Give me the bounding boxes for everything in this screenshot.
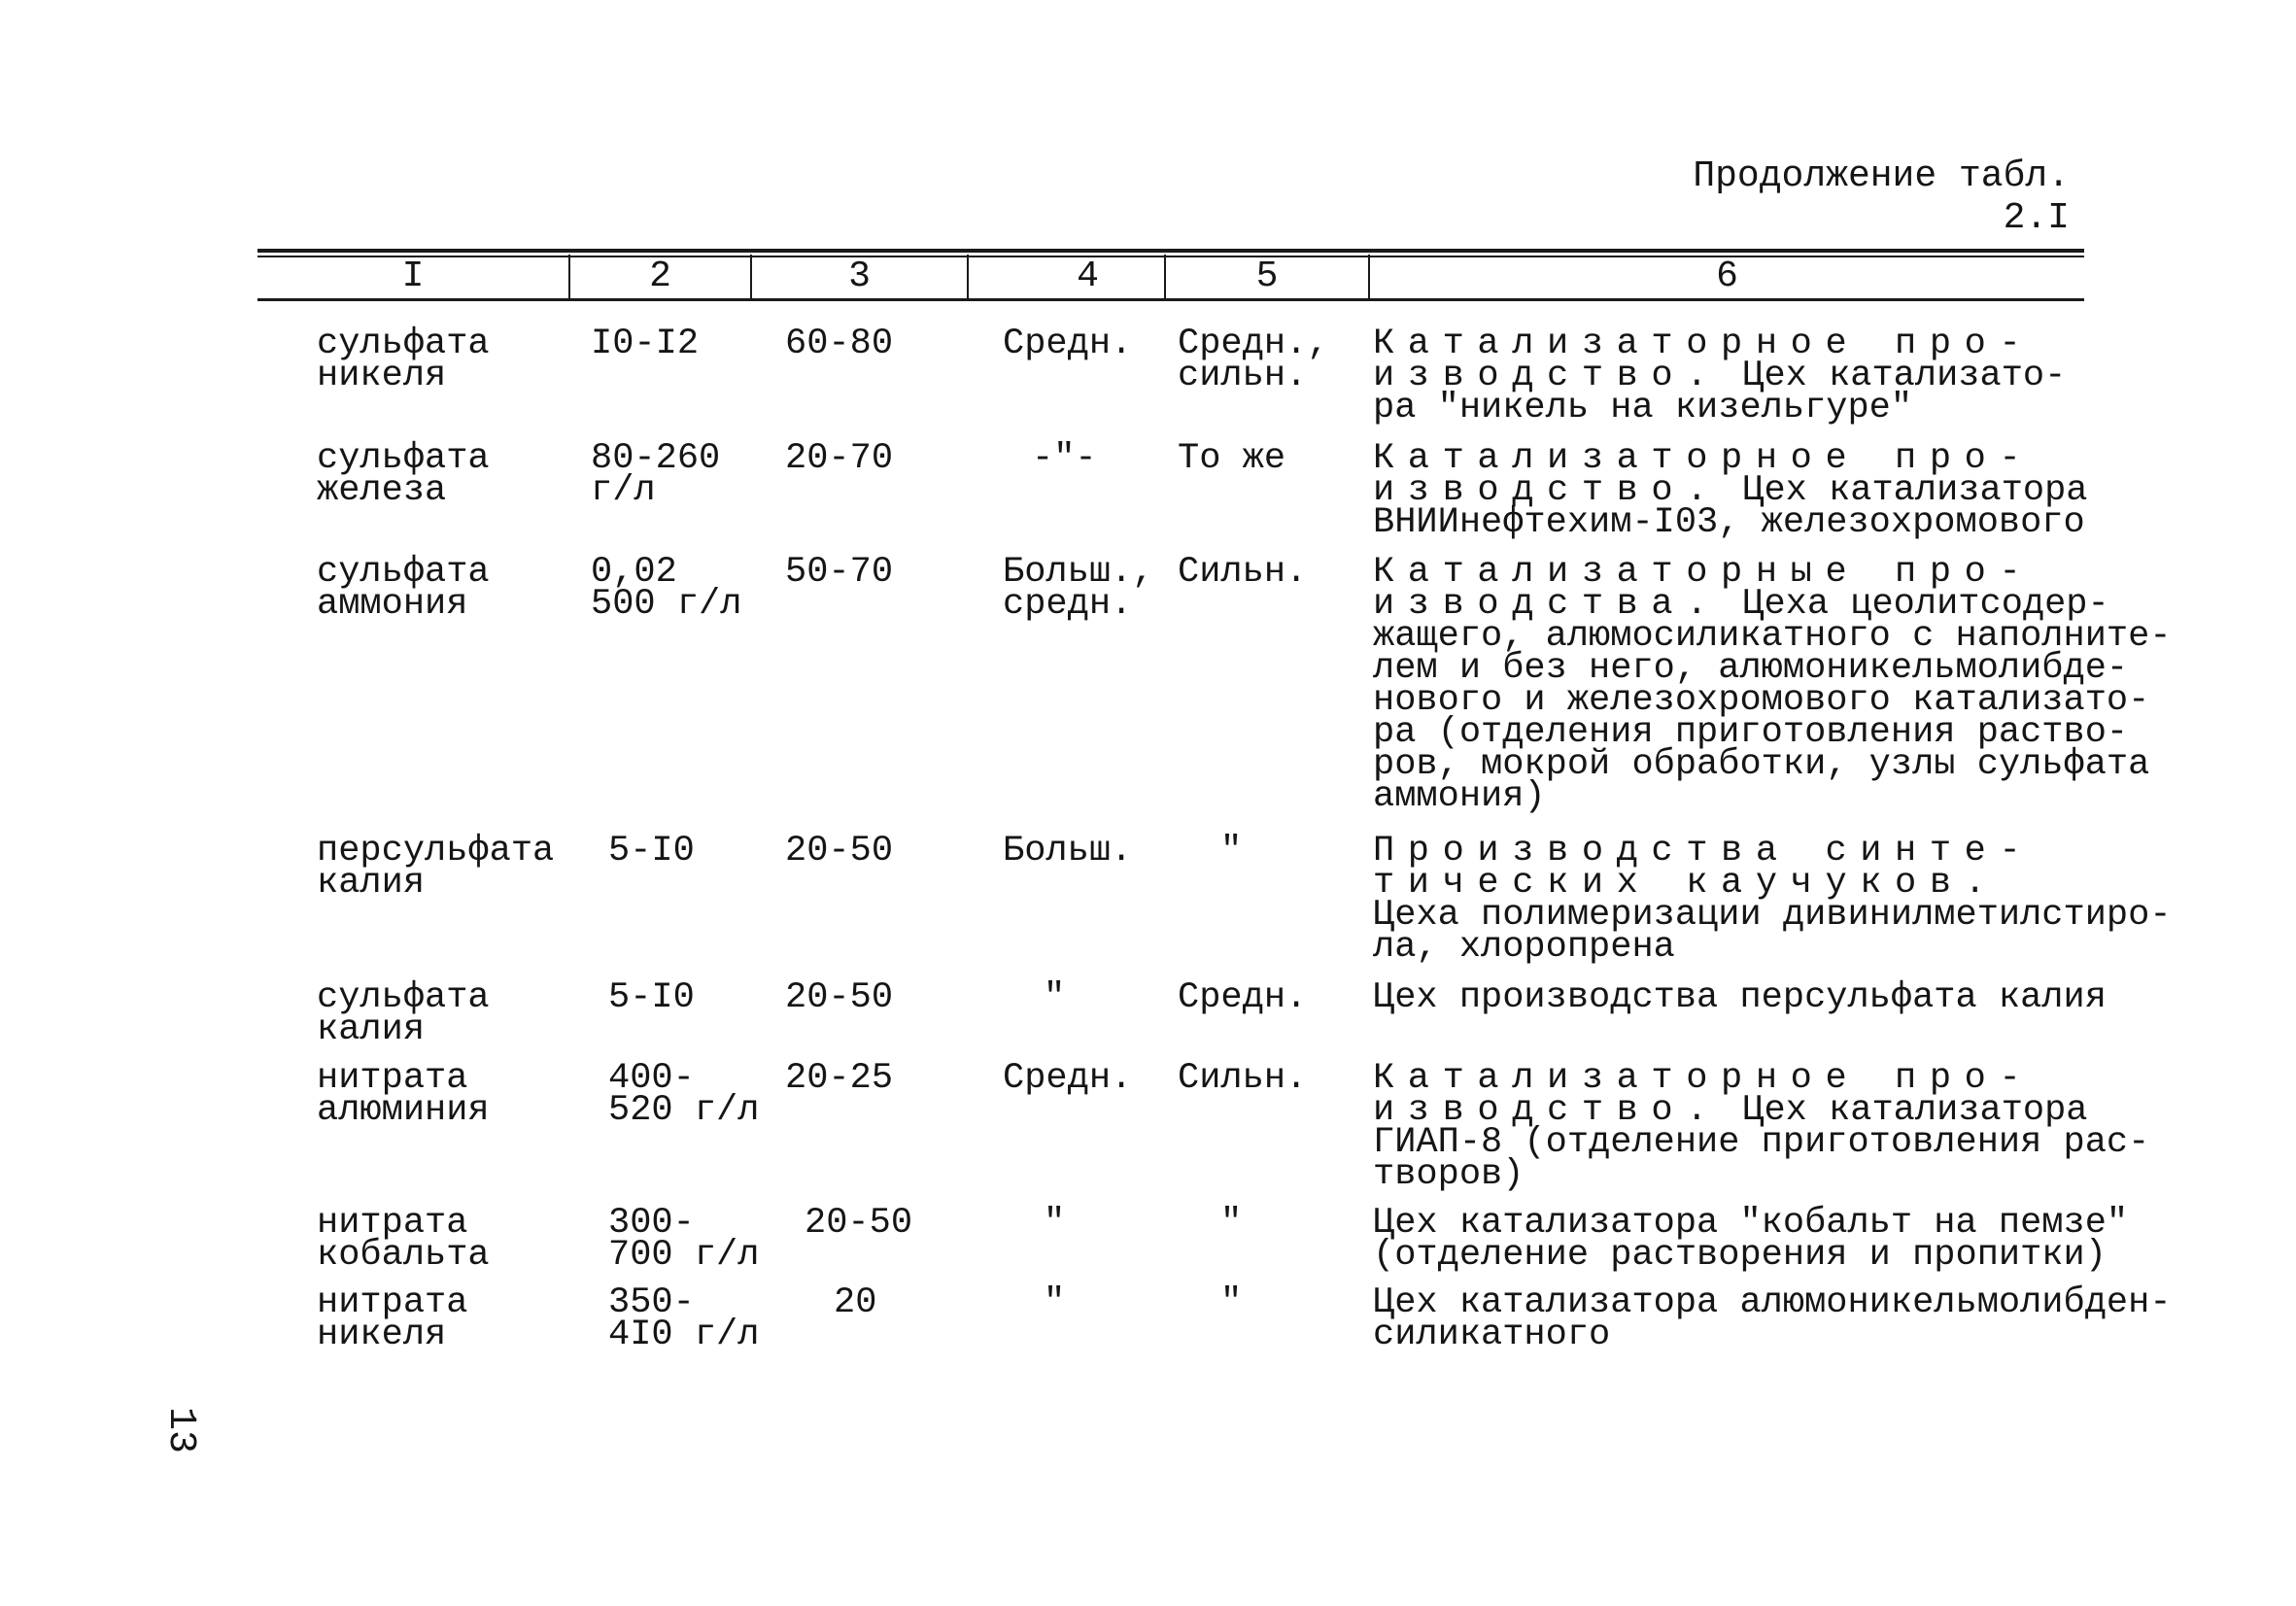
page-number: 13 — [158, 1407, 202, 1454]
spaced-text: изводство. — [1373, 470, 1722, 511]
spaced-text: Катализаторные про- — [1373, 552, 2035, 593]
plain-text: жащего, алюмосиликатного с наполните- — [1373, 616, 2172, 657]
spaced-text: изводство. — [1373, 1090, 1722, 1131]
header-bottom-rule — [257, 298, 2084, 301]
cell-description — [1373, 1058, 2150, 1195]
cell-substance — [317, 552, 490, 625]
cell-column-5-line: То же — [1178, 438, 1286, 479]
cell-column-5 — [1178, 1058, 1308, 1099]
cell-concentration-line: г/л — [591, 470, 656, 511]
plain-text: творов) — [1373, 1154, 1525, 1195]
cell-substance-line: калия — [317, 863, 426, 904]
cell-concentration — [608, 831, 695, 871]
cell-column-5 — [1178, 438, 1286, 479]
spaced-text: Катализаторное про- — [1373, 438, 2035, 479]
cell-concentration-line: 400- — [608, 1058, 695, 1099]
cell-substance-line: сульфата — [317, 977, 490, 1018]
cell-column-4-line: Больш., — [1003, 552, 1154, 593]
spaced-text: Производства синте- — [1373, 831, 2035, 871]
cell-substance-line: сульфата — [317, 324, 490, 364]
column-header-3: 3 — [848, 256, 871, 297]
cell-column-4-line: Средн. — [1003, 1058, 1133, 1099]
spaced-text: изводства. — [1373, 584, 1722, 625]
cell-substance-line: сульфата — [317, 438, 490, 479]
cell-temperature: 20-70 — [785, 438, 894, 479]
cell-column-4-line: средн. — [1003, 584, 1133, 625]
cell-substance — [317, 831, 555, 904]
cell-description — [1373, 1282, 2172, 1355]
cell-temperature: 20-25 — [785, 1058, 894, 1099]
description-line — [1373, 927, 2172, 968]
cell-temperature: 60-80 — [785, 324, 894, 364]
cell-description — [1373, 1203, 2129, 1276]
cell-substance — [317, 1058, 490, 1131]
plain-text: Цех катализатора алюмоникельмолибден- — [1373, 1282, 2172, 1323]
spaced-text: Катализаторное про- — [1373, 324, 2035, 364]
column-header-1: I — [401, 256, 425, 297]
plain-text: ра "никель на кизельгуре" — [1373, 388, 1913, 428]
cell-column-5-line: " — [1220, 1282, 1243, 1323]
cell-column-5 — [1220, 1203, 1243, 1244]
cell-description — [1373, 977, 2107, 1018]
cell-column-5-line: Сильн. — [1178, 1058, 1308, 1099]
cell-column-4-line: Больш. — [1003, 831, 1133, 871]
cell-substance-line: персульфата — [317, 831, 555, 871]
description-line — [1373, 1235, 2128, 1276]
cell-temperature: 20-50 — [785, 831, 894, 871]
cell-concentration-line: 0,02 — [591, 552, 677, 593]
plain-text: ла, хлоропрена — [1373, 927, 1675, 968]
plain-text: ра (отделения приготовления раство- — [1373, 712, 2129, 753]
plain-text: ров, мокрой обработки, узлы сульфата — [1373, 744, 2150, 785]
cell-substance-line: железа — [317, 470, 447, 511]
spaced-text: изводство. — [1373, 356, 1722, 396]
cell-temperature: 20-50 — [805, 1203, 913, 1244]
cell-concentration — [608, 1282, 760, 1355]
cell-substance — [317, 977, 490, 1050]
plain-text: аммония) — [1373, 776, 1546, 817]
cell-column-4 — [1003, 552, 1154, 625]
cell-concentration-line: 80-260 — [591, 438, 721, 479]
cell-substance — [317, 324, 490, 396]
cell-substance — [317, 1203, 490, 1276]
cell-concentration-line: 5-I0 — [608, 977, 695, 1018]
cell-concentration-line: 5-I0 — [608, 831, 695, 871]
cell-column-4-line: Средн. — [1003, 324, 1133, 364]
description-line — [1373, 388, 2066, 428]
plain-text: Цеха цеолитсодер- — [1721, 584, 2109, 625]
cell-column-5 — [1220, 1282, 1243, 1323]
cell-substance-line: нитрата — [317, 1058, 468, 1099]
cell-column-5-line: " — [1220, 1203, 1243, 1244]
cell-description — [1373, 324, 2067, 428]
cell-column-4-line: " — [1044, 1282, 1066, 1323]
column-header-5: 5 — [1255, 256, 1279, 297]
plain-text: Цех производства персульфата калия — [1373, 977, 2107, 1018]
plain-text: лем и без него, алюмоникельмолибде- — [1373, 648, 2129, 689]
cell-description — [1373, 831, 2172, 968]
cell-substance-line: нитрата — [317, 1282, 468, 1323]
cell-temperature: 50-70 — [785, 552, 894, 593]
plain-text: Цех катализатора — [1721, 470, 2088, 511]
cell-column-4-line: " — [1044, 1203, 1066, 1244]
column-header-4: 4 — [1077, 256, 1099, 297]
description-line — [1373, 1315, 2172, 1355]
cell-concentration-line: I0-I2 — [591, 324, 700, 364]
column-header-2: 2 — [649, 256, 671, 297]
cell-column-5 — [1220, 831, 1243, 871]
plain-text: Цех катализатора "кобальт на пемзе" — [1373, 1203, 2129, 1244]
description-line — [1373, 502, 2088, 543]
plain-text: Цеха полимеризации дивинилметилстиро- — [1373, 895, 2172, 936]
cell-column-5-line: " — [1220, 831, 1243, 871]
cell-substance — [317, 1282, 468, 1355]
cell-column-4 — [1003, 1058, 1133, 1099]
cell-column-5-line: Средн. — [1178, 977, 1308, 1018]
cell-column-4 — [1044, 977, 1066, 1018]
cell-concentration — [608, 1203, 760, 1276]
cell-column-4 — [1044, 1203, 1066, 1244]
cell-concentration — [608, 1058, 760, 1131]
cell-substance-line: алюминия — [317, 1090, 490, 1131]
description-line — [1373, 1154, 2149, 1195]
plain-text: ГИАП-8 (отделение приготовления рас- — [1373, 1122, 2150, 1163]
cell-column-4-line: " — [1044, 977, 1066, 1018]
cell-column-5 — [1178, 977, 1308, 1018]
spaced-text: тических каучуков. — [1373, 863, 2000, 904]
table-caption: Продолжение табл. 2.I — [1693, 155, 2070, 239]
plain-text: Цех катализато- — [1721, 356, 2067, 396]
plain-text: ВНИИнефтехим-I03, железохромового — [1373, 502, 2085, 543]
plain-text: (отделение растворения и пропитки) — [1373, 1235, 2107, 1276]
cell-concentration — [608, 977, 695, 1018]
header-top-rule — [257, 249, 2084, 253]
cell-substance-line: аммония — [317, 584, 468, 625]
cell-temperature: 20-50 — [785, 977, 894, 1018]
cell-substance — [317, 438, 490, 511]
cell-column-5-line: Средн., — [1178, 324, 1329, 364]
cell-description — [1373, 552, 2172, 817]
cell-column-4 — [1032, 438, 1097, 479]
cell-concentration — [591, 552, 742, 625]
cell-concentration-line: 4I0 г/л — [608, 1315, 760, 1355]
cell-concentration — [591, 324, 700, 364]
description-line — [1373, 776, 2172, 817]
cell-temperature: 20 — [834, 1282, 877, 1323]
cell-concentration-line: 520 г/л — [608, 1090, 760, 1131]
cell-substance-line: нитрата — [317, 1203, 468, 1244]
cell-concentration-line: 700 г/л — [608, 1235, 760, 1276]
cell-substance-line: калия — [317, 1009, 426, 1050]
plain-text: силикатного — [1373, 1315, 1611, 1355]
cell-concentration-line: 350- — [608, 1282, 695, 1323]
cell-column-4 — [1044, 1282, 1066, 1323]
cell-column-4-line: -"- — [1032, 438, 1097, 479]
cell-concentration-line: 300- — [608, 1203, 695, 1244]
cell-concentration — [591, 438, 721, 511]
cell-description — [1373, 438, 2088, 543]
cell-column-4 — [1003, 324, 1133, 364]
cell-substance-line: никеля — [317, 1315, 447, 1355]
cell-column-5 — [1178, 324, 1329, 396]
description-line — [1373, 977, 2107, 1018]
plain-text: Цех катализатора — [1721, 1090, 2088, 1131]
spaced-text: Катализаторное про- — [1373, 1058, 2035, 1099]
cell-substance-line: никеля — [317, 356, 447, 396]
column-header-6: 6 — [1716, 256, 1738, 297]
cell-column-5-line: сильн. — [1178, 356, 1308, 396]
cell-column-4 — [1003, 831, 1133, 871]
cell-column-5 — [1178, 552, 1308, 593]
cell-substance-line: сульфата — [317, 552, 490, 593]
cell-concentration-line: 500 г/л — [591, 584, 742, 625]
plain-text: нового и железохромового катализато- — [1373, 680, 2150, 721]
cell-substance-line: кобальта — [317, 1235, 490, 1276]
cell-column-5-line: Сильн. — [1178, 552, 1308, 593]
